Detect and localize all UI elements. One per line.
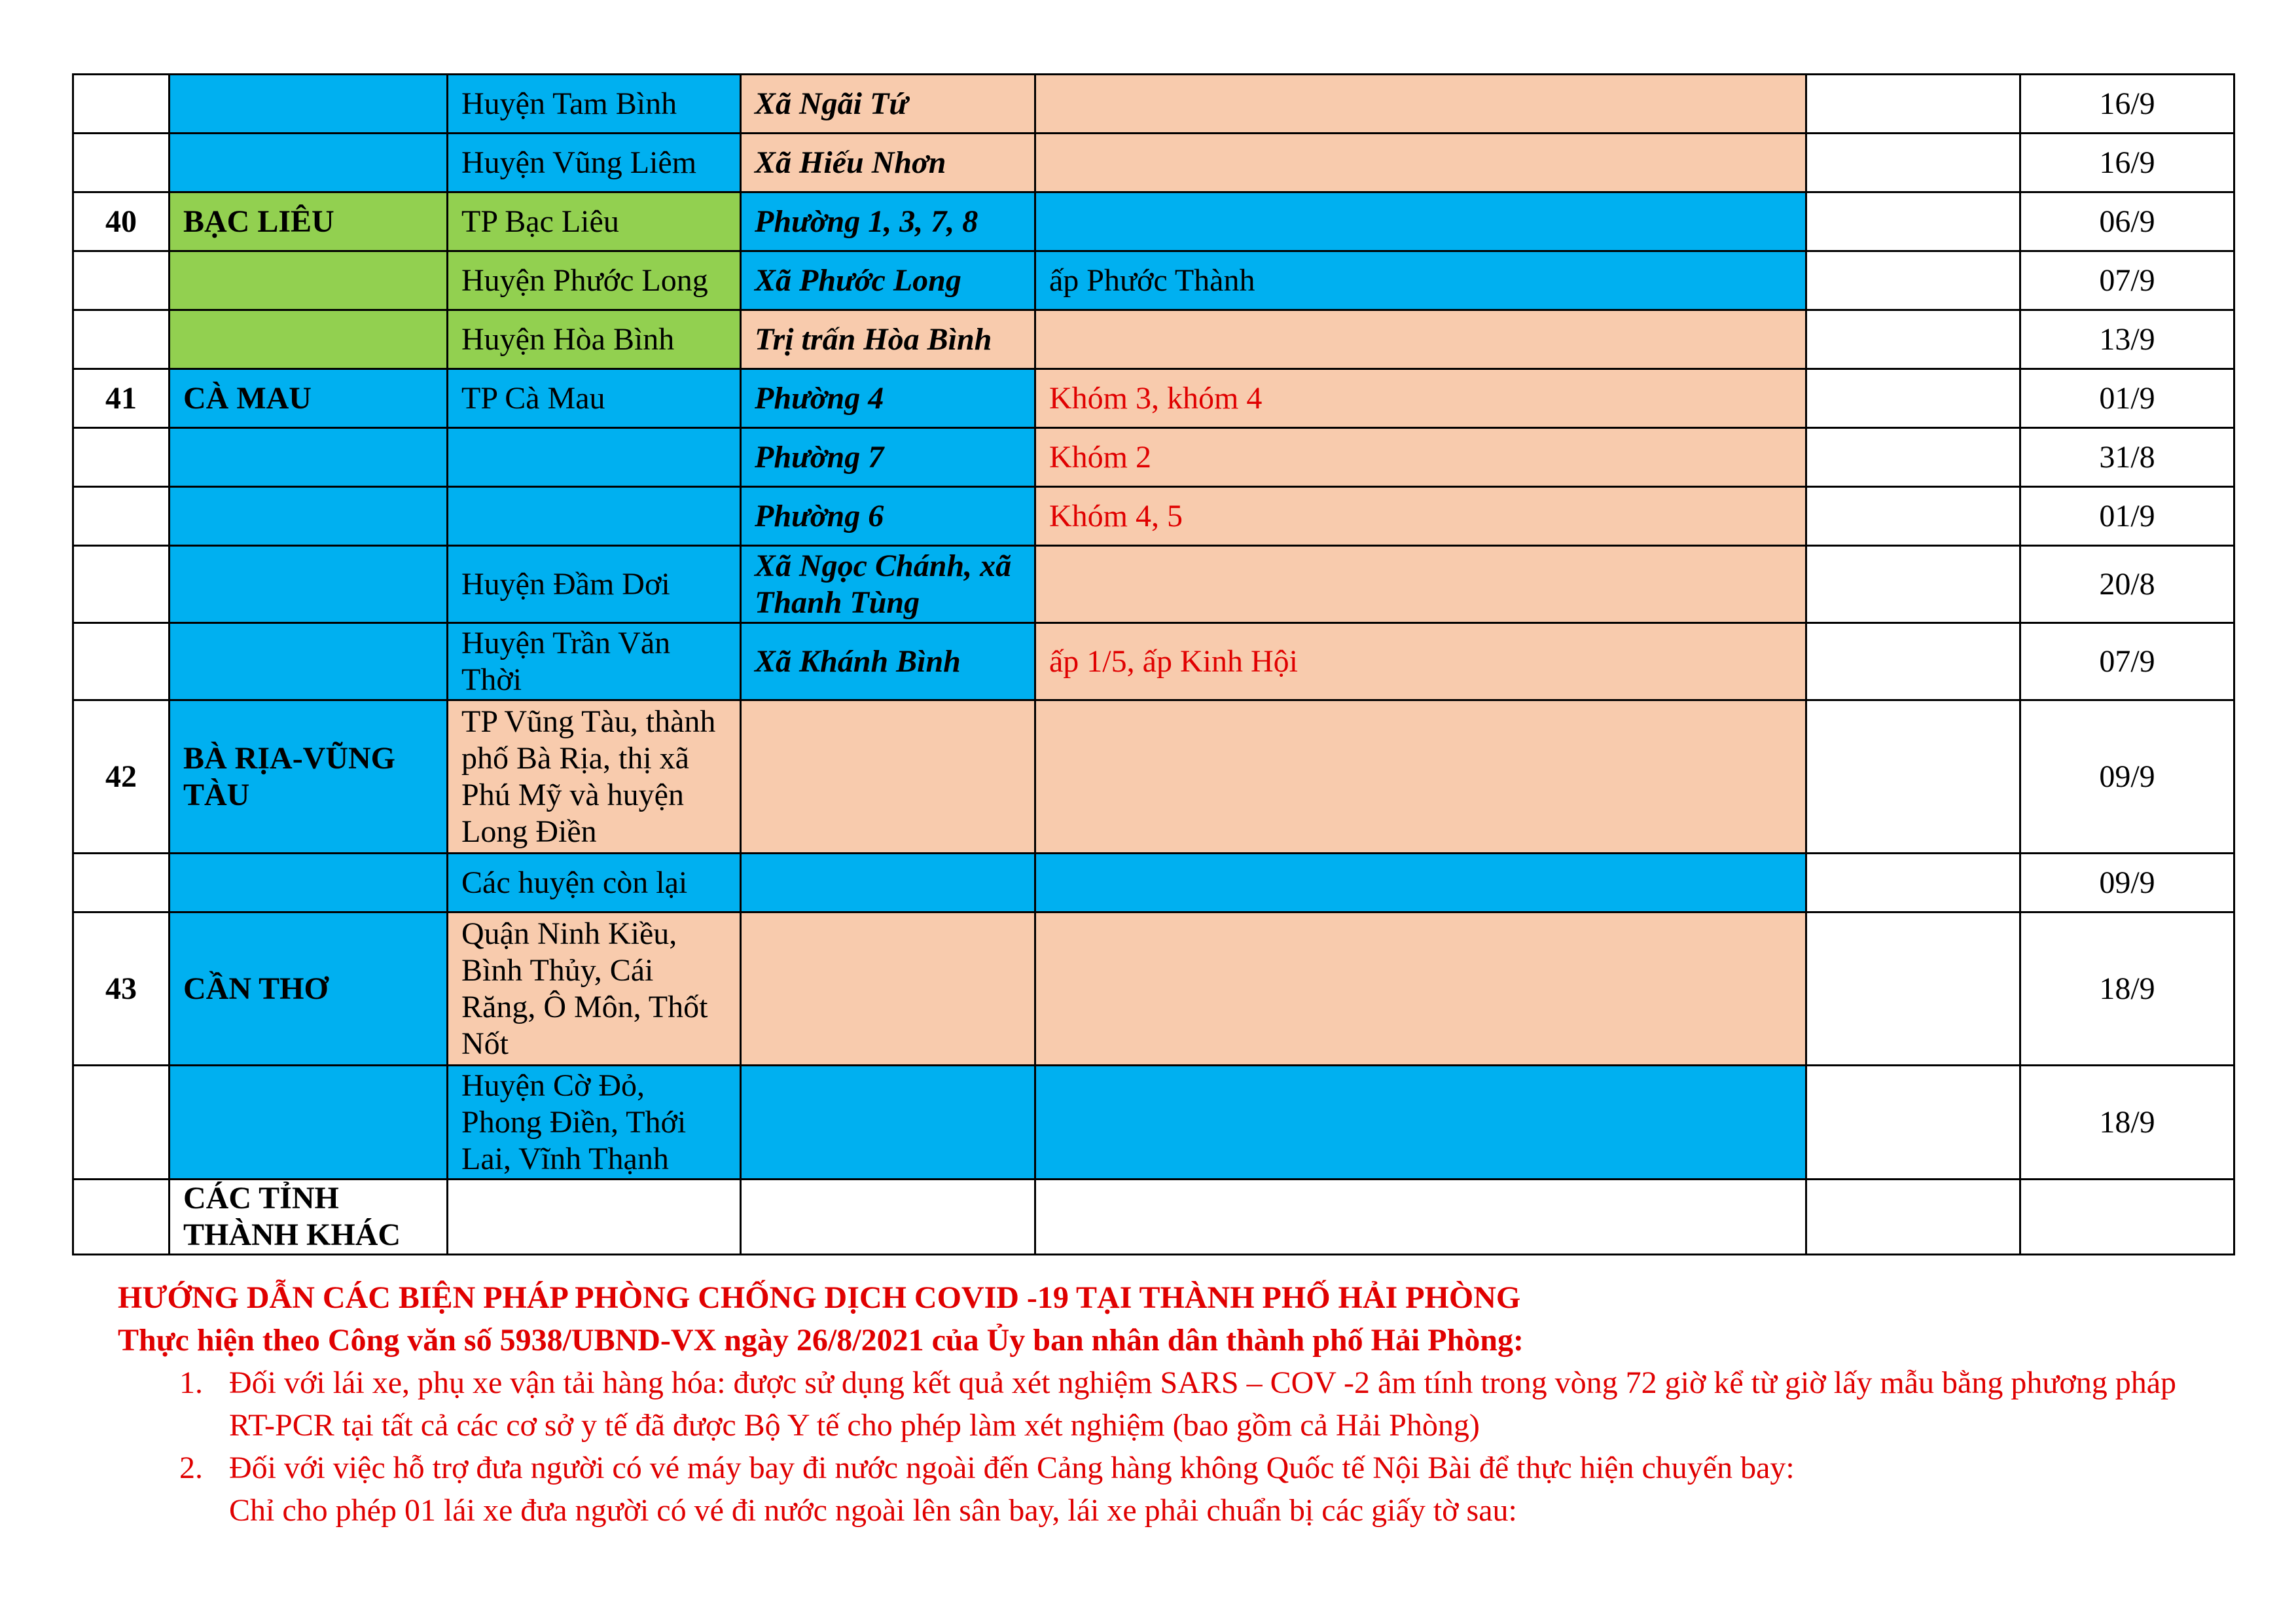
- area-cell: [1035, 546, 1806, 623]
- ward-cell: [741, 1180, 1035, 1255]
- province-cell: [170, 487, 448, 546]
- table-row: [73, 854, 2234, 912]
- extra-cell: [1806, 428, 2020, 487]
- district-cell: Huyện Cờ Đỏ, Phong Điền, Thới Lai, Vĩnh Thạnh: [448, 1066, 741, 1180]
- province-cell: [170, 251, 448, 310]
- quarantine-table: [72, 73, 2235, 1255]
- area-cell: [1035, 700, 1806, 854]
- district-cell: TP Bạc Liêu: [448, 192, 741, 251]
- area-cell: [1035, 75, 1806, 134]
- area-cell: Khóm 2: [1035, 428, 1806, 487]
- ward-cell: [741, 1066, 1035, 1180]
- province-cell: [170, 75, 448, 134]
- extra-cell: [1806, 487, 2020, 546]
- table-row: [73, 700, 2234, 854]
- date-cell: 09/9: [2020, 854, 2234, 912]
- area-cell: [1035, 134, 1806, 192]
- extra-cell: [1806, 1066, 2020, 1180]
- row-number: [73, 546, 170, 623]
- district-cell: Huyện Tam Bình: [448, 75, 741, 134]
- table-row: [73, 1066, 2234, 1180]
- district-cell: [448, 428, 741, 487]
- district-cell: Huyện Phước Long: [448, 251, 741, 310]
- notes-item-2-text: Đối với việc hỗ trợ đưa người có vé máy bay đi nước ngoài đến Cảng hàng không Quốc tế Nội Bài để thực hiện chuyến bay:: [229, 1451, 1795, 1485]
- date-cell: 31/8: [2020, 428, 2234, 487]
- table-row: [73, 487, 2234, 546]
- table-row: [73, 623, 2234, 700]
- date-cell: 20/8: [2020, 546, 2234, 623]
- date-cell: 01/9: [2020, 487, 2234, 546]
- date-cell: 13/9: [2020, 310, 2234, 369]
- table-row: [73, 75, 2234, 134]
- table-row: [73, 134, 2234, 192]
- extra-cell: [1806, 75, 2020, 134]
- notes-item-1-text: Đối với lái xe, phụ xe vận tải hàng hóa: được sử dụng kết quả xét nghiệm SARS – COV -2 âm tính trong vòng 72 giờ kể từ giờ lấy mẫu bằng phương pháp RT-PCR tại tất cả các cơ sở y tế đã được Bộ Y tế cho phép làm xét nghiệm (bao gồm cả Hải Phòng): [229, 1365, 2177, 1443]
- row-number: [73, 251, 170, 310]
- row-number: [73, 1180, 170, 1255]
- district-cell: Huyện Trần Văn Thời: [448, 623, 741, 700]
- province-cell: [170, 546, 448, 623]
- ward-cell: Phường 4: [741, 369, 1035, 428]
- province-cell: [170, 310, 448, 369]
- table-row: [73, 369, 2234, 428]
- district-cell: Huyện Hòa Bình: [448, 310, 741, 369]
- extra-cell: [1806, 251, 2020, 310]
- row-number: [73, 487, 170, 546]
- area-cell: Khóm 4, 5: [1035, 487, 1806, 546]
- table-row: [73, 546, 2234, 623]
- extra-cell: [1806, 912, 2020, 1066]
- ward-cell: Xã Khánh Bình: [741, 623, 1035, 700]
- ward-cell: Xã Phước Long: [741, 251, 1035, 310]
- province-cell: BÀ RỊA-VŨNG TÀU: [170, 700, 448, 854]
- date-cell: 07/9: [2020, 251, 2234, 310]
- extra-cell: [1806, 192, 2020, 251]
- district-cell: Huyện Đầm Dơi: [448, 546, 741, 623]
- extra-cell: [1806, 854, 2020, 912]
- date-cell: 01/9: [2020, 369, 2234, 428]
- province-cell: [170, 854, 448, 912]
- area-cell: ấp Phước Thành: [1035, 251, 1806, 310]
- district-cell: TP Vũng Tàu, thành phố Bà Rịa, thị xã Phú Mỹ và huyện Long Điền: [448, 700, 741, 854]
- notes-item-2-extra: Chỉ cho phép 01 lái xe đưa người có vé đi nước ngoài lên sân bay, lái xe phải chuẩn bị các giấy tờ sau:: [229, 1493, 1517, 1528]
- district-cell: Các huyện còn lại: [448, 854, 741, 912]
- area-cell: ấp 1/5, ấp Kinh Hội: [1035, 623, 1806, 700]
- province-cell: [170, 1066, 448, 1180]
- row-number: [73, 854, 170, 912]
- notes-list: [118, 1362, 2225, 1532]
- extra-cell: [1806, 369, 2020, 428]
- extra-cell: [1806, 700, 2020, 854]
- ward-cell: Phường 6: [741, 487, 1035, 546]
- row-number: [73, 75, 170, 134]
- extra-cell: [1806, 1180, 2020, 1255]
- ward-cell: Xã Ngãi Tứ: [741, 75, 1035, 134]
- guidance-notes: [118, 1276, 2225, 1532]
- notes-item-1: [211, 1362, 2225, 1447]
- notes-subtitle: Thực hiện theo Công văn số 5938/UBND-VX ngày 26/8/2021 của Ủy ban nhân dân thành phố Hải Phòng:: [118, 1323, 1524, 1358]
- area-cell: [1035, 192, 1806, 251]
- ward-cell: Trị trấn Hòa Bình: [741, 310, 1035, 369]
- row-number: 42: [73, 700, 170, 854]
- row-number: [73, 1066, 170, 1180]
- row-number: [73, 623, 170, 700]
- district-cell: [448, 1180, 741, 1255]
- date-cell: 16/9: [2020, 75, 2234, 134]
- province-cell: [170, 134, 448, 192]
- row-number: 43: [73, 912, 170, 1066]
- province-cell: [170, 428, 448, 487]
- date-cell: 09/9: [2020, 700, 2234, 854]
- date-cell: 18/9: [2020, 1066, 2234, 1180]
- extra-cell: [1806, 134, 2020, 192]
- date-cell: [2020, 1180, 2234, 1255]
- province-cell: CÀ MAU: [170, 369, 448, 428]
- area-cell: Khóm 3, khóm 4: [1035, 369, 1806, 428]
- ward-cell: Phường 1, 3, 7, 8: [741, 192, 1035, 251]
- district-cell: [448, 487, 741, 546]
- area-cell: [1035, 310, 1806, 369]
- table-row: [73, 251, 2234, 310]
- ward-cell: [741, 854, 1035, 912]
- area-cell: [1035, 912, 1806, 1066]
- table-row: [73, 1180, 2234, 1255]
- date-cell: 07/9: [2020, 623, 2234, 700]
- row-number: [73, 134, 170, 192]
- ward-cell: Xã Hiếu Nhơn: [741, 134, 1035, 192]
- extra-cell: [1806, 546, 2020, 623]
- province-cell: CÁC TỈNH THÀNH KHÁC: [170, 1180, 448, 1255]
- table-row: [73, 310, 2234, 369]
- table-row: [73, 428, 2234, 487]
- date-cell: 18/9: [2020, 912, 2234, 1066]
- table-row: [73, 912, 2234, 1066]
- province-cell: CẦN THƠ: [170, 912, 448, 1066]
- ward-cell: [741, 912, 1035, 1066]
- area-cell: [1035, 854, 1806, 912]
- date-cell: 06/9: [2020, 192, 2234, 251]
- date-cell: 16/9: [2020, 134, 2234, 192]
- ward-cell: [741, 700, 1035, 854]
- notes-title: HƯỚNG DẪN CÁC BIỆN PHÁP PHÒNG CHỐNG DỊCH COVID -19 TẠI THÀNH PHỐ HẢI PHÒNG: [118, 1280, 1521, 1315]
- district-cell: Huyện Vũng Liêm: [448, 134, 741, 192]
- ward-cell: Phường 7: [741, 428, 1035, 487]
- row-number: [73, 428, 170, 487]
- row-number: [73, 310, 170, 369]
- province-cell: BẠC LIÊU: [170, 192, 448, 251]
- row-number: 40: [73, 192, 170, 251]
- extra-cell: [1806, 310, 2020, 369]
- province-cell: [170, 623, 448, 700]
- district-cell: TP Cà Mau: [448, 369, 741, 428]
- row-number: 41: [73, 369, 170, 428]
- area-cell: [1035, 1066, 1806, 1180]
- district-cell: Quận Ninh Kiều, Bình Thủy, Cái Răng, Ô Môn, Thốt Nốt: [448, 912, 741, 1066]
- extra-cell: [1806, 623, 2020, 700]
- table-row: [73, 192, 2234, 251]
- notes-item-2: [211, 1447, 2225, 1532]
- ward-cell: Xã Ngọc Chánh, xã Thanh Tùng: [741, 546, 1035, 623]
- area-cell: [1035, 1180, 1806, 1255]
